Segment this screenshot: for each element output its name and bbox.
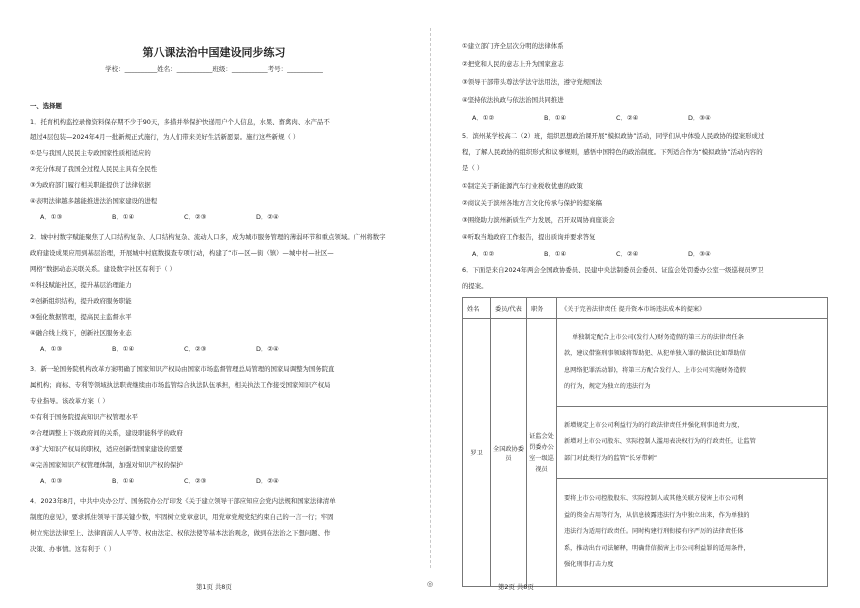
- question-2-line: 政府建设成果应用到基层治理，开展城中村底数摸查专项行动，构建了“市—区—街（镇）—城中村—社区—: [30, 249, 334, 257]
- question-5-choices: [472, 250, 760, 258]
- cell-name: 罗卫: [463, 319, 491, 587]
- choice-a[interactable]: A．①③: [40, 345, 63, 353]
- question-4-option: ④坚持依法执政与依法治国共同推进: [462, 96, 564, 104]
- cell-role: 全国政协委员: [491, 319, 527, 587]
- question-2-option: ③强化数据管理，提高民主监督水平: [30, 313, 132, 321]
- proposal-text: 要将上市公司控股股东、实际控制人或其他关联方侵害上市公司利: [564, 495, 744, 503]
- choice-d[interactable]: D．③④: [688, 250, 711, 258]
- proposal-text: 违法行为适用行政责任。同时构建行刑衔接有序严厉的法律责任体: [564, 528, 744, 536]
- choice-c[interactable]: C．②③: [184, 213, 207, 221]
- table-header-row: [463, 298, 828, 319]
- question-2-option: ②创新组织结构，提升政府服务职能: [30, 297, 132, 305]
- question-1-option: ④表明法律越多越能推进法治国家建设的进程: [30, 197, 158, 205]
- question-3-option: ①有利于国务院提高知识产权管理水平: [30, 413, 138, 421]
- question-1-option: ③为政府部门履行相关职能提供了法律依据: [30, 181, 151, 189]
- question-1-line: 1．托育机构监控录像资料保存期不少于90天，多措并举保护快递用户个人信息，水果、畜禽肉、水产品不: [30, 118, 330, 126]
- header-member: 委员/代表: [491, 298, 527, 319]
- question-5-option: ③围绕助力滨州新质生产力发展，召开双周协商座谈会: [462, 216, 615, 224]
- question-3-option: ④完善国家知识产权管理体制，加强对知识产权的保护: [30, 461, 183, 469]
- choice-b[interactable]: B．①④: [112, 345, 135, 353]
- header-proposal-title: 《关于完善法律责任 提升资本市场违法成本的提案》: [557, 298, 828, 319]
- choice-b[interactable]: B．①④: [112, 477, 135, 485]
- question-6-line: 6．下面是来自2024年两会全国政协委员、民建中央法制委员会委员、证监会处罚委办公室一级巡视员罗卫: [462, 266, 764, 274]
- choice-c[interactable]: C．②④: [616, 250, 639, 258]
- question-3-option: ②合理调整上下级政府间的关系，建设职能科学的政府: [30, 429, 183, 437]
- question-4-option: ①建立部门齐全层次分明的法律体系: [462, 42, 564, 50]
- question-5-option: ②商议关于滨州各地方言文化传承与保护的提案稿: [462, 199, 602, 207]
- choice-d[interactable]: D．②④: [256, 477, 279, 485]
- question-4-option: ②把党和人民的意志上升为国家意志: [462, 60, 564, 68]
- choice-c[interactable]: C．②③: [184, 477, 207, 485]
- question-1-option: ②充分体现了我国全过程人民民主具有全民性: [30, 165, 158, 173]
- question-5-option: ④听取当地政府工作报告，提出质询并要求答复: [462, 233, 596, 241]
- question-4-line: 决策、办事情。这有利于（ ）: [30, 545, 116, 553]
- choice-d[interactable]: D．②④: [256, 345, 279, 353]
- proposal-item-2: [557, 407, 828, 479]
- choice-a[interactable]: A．①②: [472, 250, 495, 258]
- proposal-text: 新增规定上市公司利益行为的行政法律责任并强化刑事追责力度，: [564, 421, 744, 429]
- choice-d[interactable]: D．③④: [688, 114, 711, 122]
- column-divider: [430, 28, 431, 568]
- page-footer: 第2页 共8页: [498, 583, 534, 591]
- cell-duty: 证监会处罚委办公室一级巡视员: [527, 319, 557, 587]
- question-3-line: 3．新一轮国务院机构改革方案明确了国家知识产权局由国家市场监督管理总局管理的国家局调整为国务院直: [30, 365, 335, 373]
- proposal-text: 系，推动出台司法解释，明确背信损害上市公司利益罪的适用条件，: [564, 544, 750, 552]
- choice-a[interactable]: A．①③: [40, 477, 63, 485]
- proposal-text: 益的资金占用等行为，从信息披露违法行为中独立出来，作为单独的: [564, 511, 750, 519]
- proposal-text: 息网络犯罪活动罪)，将第三方配合发行人、上市公司实施财务造假: [564, 366, 746, 374]
- question-4-option: ③领导干部带头尊法学法守法用法，遵守党规国法: [462, 78, 602, 86]
- choice-b[interactable]: B．①④: [544, 114, 567, 122]
- choice-c[interactable]: C．②③: [184, 345, 207, 353]
- choice-b[interactable]: B．①④: [112, 213, 135, 221]
- question-2-line: 2．城中村数字赋能聚焦了人口结构复杂、人口结构复杂、流动人口多，成为城市服务管理的薄弱环节和重点领域。广州将数字: [30, 233, 386, 241]
- proposal-text: 单独制定配合上市公司(发行人)财务造假的第三方的法律责任条: [572, 333, 744, 341]
- question-5-option: ①制定关于新能源汽车行业税收优惠的政策: [462, 182, 583, 190]
- question-2-line: 网格”数据动态关联关系。建设数字社区有利于（ ）: [30, 265, 176, 273]
- question-3-option: ③扩大知识产权局的职权，适应创新型国家建设的需要: [30, 445, 183, 453]
- question-3-line: 专业指导。该改革方案（ ）: [30, 397, 109, 405]
- proposal-item-1: [557, 319, 828, 407]
- question-2-choices: [40, 345, 328, 353]
- question-2-option: ④融合线上线下，创新社区服务业态: [30, 329, 132, 337]
- choice-b[interactable]: B．①④: [544, 250, 567, 258]
- question-1-option: ①是与我国人民民主专政国家性质相适应的: [30, 149, 151, 157]
- choice-c[interactable]: C．②④: [616, 114, 639, 122]
- proposal-text: 部门对此类行为的监管“长牙带刺”: [564, 454, 658, 462]
- binding-mark: ◎: [427, 580, 434, 588]
- student-info-line: 学校：__________姓名：___________班级：___________考号：___________: [105, 65, 323, 73]
- page-title: 第八课法治中国建设同步练习: [142, 46, 286, 59]
- question-4-line: 树立宪法法律至上、法律面前人人平等、权由法定、权依法使等基本法治观念，做到在法治之下想问题、作: [30, 529, 331, 537]
- choice-a[interactable]: A．①③: [40, 213, 63, 221]
- question-1-choices: [40, 213, 328, 221]
- choice-d[interactable]: D．②④: [256, 213, 279, 221]
- question-5-line: 是（ ）: [462, 164, 484, 172]
- proposal-text: 新增对上市公司股东、实际控制人滥用表决权行为的行政责任，让监管: [564, 438, 756, 446]
- question-2-option: ①科技赋能社区，提升基层治理能力: [30, 281, 132, 289]
- proposal-text: 的行为，规定为独立的违法行为: [564, 383, 651, 390]
- question-3-choices: [40, 477, 328, 485]
- header-duty: 职务: [527, 298, 557, 319]
- question-4-line: 制度的意见》，要求抓住领导干部关键少数，牢固树立党章意识，用党章党规党纪约束自己的一言一行；牢固: [30, 513, 334, 521]
- proposal-text: 强化刑事打击力度: [564, 561, 614, 569]
- choice-a[interactable]: A．①②: [472, 114, 495, 122]
- question-5-line: 5．滨州某学校高二（2）班，组织思想政治课开展“模拟政协”活动，同学们从中体验人民政协的提案形成过: [462, 132, 765, 140]
- proposal-text: 款，建议借鉴刑事领域将帮助犯、从犯单独入罪的做法(比如帮助信: [564, 350, 746, 357]
- question-4-line: 4．2023年8月，中共中央办公厅、国务院办公厅印发《关于建立领导干部应知应会党内法规和国家法律清单: [30, 497, 336, 505]
- page-footer: 第1页 共8页: [196, 583, 232, 591]
- table-row: [463, 319, 828, 407]
- section-heading: 一、选择题: [30, 102, 62, 110]
- proposal-item-3: [557, 479, 828, 587]
- question-3-line: 属机构；商标、专利等领域执法职责继续由市场监管综合执法队伍承担，相关执法工作接受国家知识产权局: [30, 381, 331, 389]
- header-name: 姓名: [463, 298, 491, 319]
- question-4-choices: [472, 114, 760, 122]
- proposal-table: [462, 297, 828, 587]
- question-1-line: 超过4层包装—2024年4月一批新规正式施行，为人们带来美好生活新愿景。施行这些新规（ ）: [30, 133, 300, 141]
- question-6-line: 的提案。: [462, 282, 488, 290]
- question-5-line: 程，了解人民政协的组织形式和议事规则，感悟中国特色的政治制度。下列适合作为“模拟政协”活动内容的: [462, 148, 763, 156]
